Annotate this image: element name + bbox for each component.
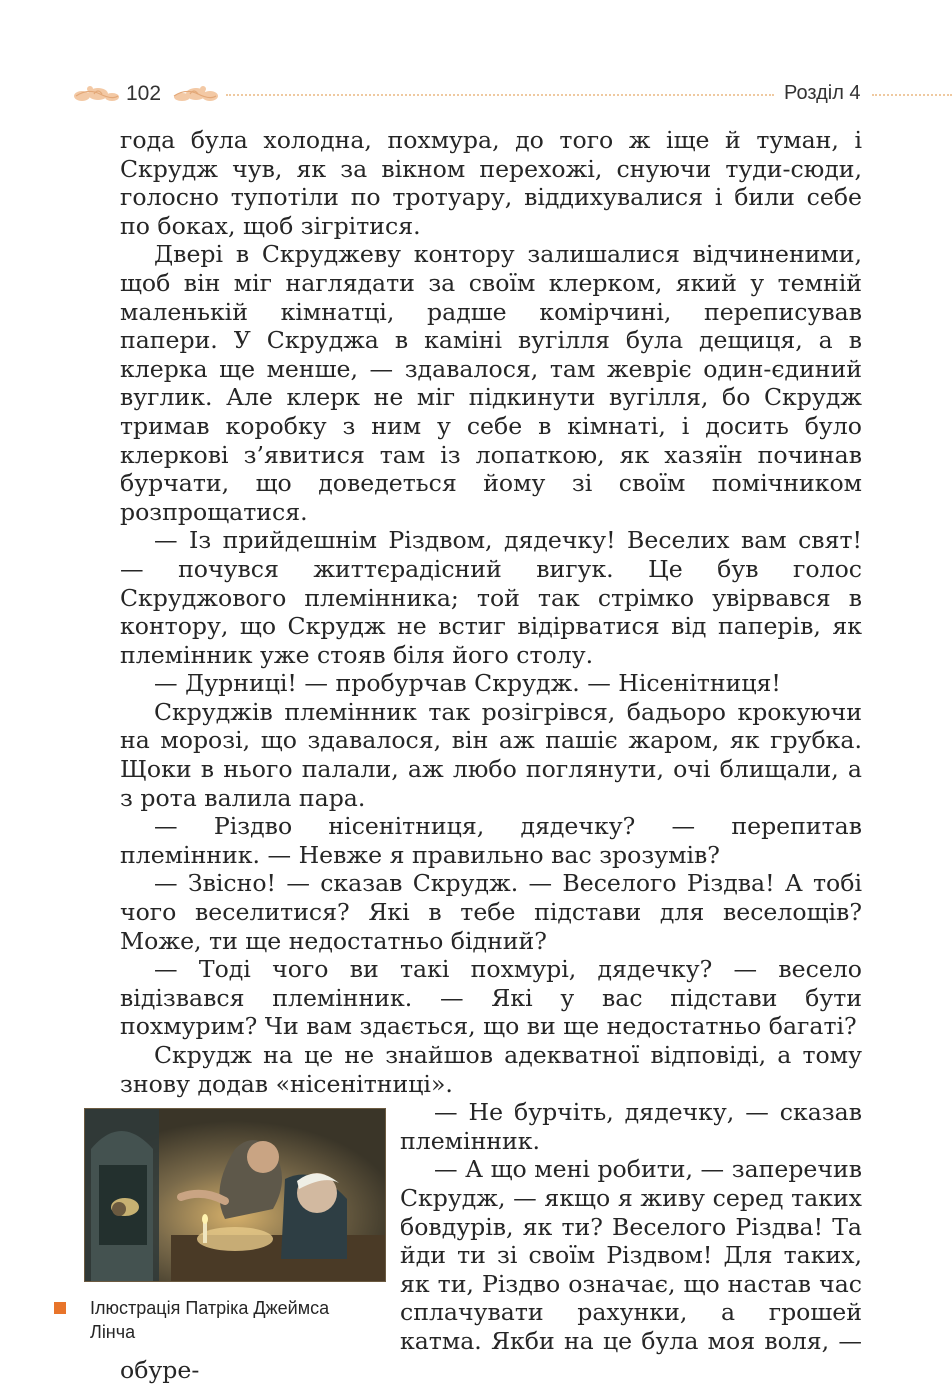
paragraph: Скруджів племінник так розігрівся, бадьоро крокуючи на морозі, що здавалося, він аж пашіє жаром, як грубка. Щоки в нього палали, аж любо поглянути, очі блищали, а з рота валила пара. bbox=[120, 697, 862, 812]
paragraph: — Тоді чого ви такі похмурі, дядечку? — весело відізвався племінник. — Які у вас підстави бути похмурим? Чи вам здається, що ви ще недостатньо багаті? bbox=[120, 955, 862, 1041]
figure-caption bbox=[86, 1296, 376, 1344]
floral-ornament-icon bbox=[72, 80, 122, 110]
page-header bbox=[0, 72, 952, 116]
caption-bullet-icon bbox=[54, 1302, 66, 1314]
paragraph: года була холодна, похмура, до того ж іще й туман, і Скрудж чув, як за вікном перехожі, снуючи туди-сюди, голосно тупотіли по тротуару, віддихувалися і били себе по боках, щоб зігрітися. bbox=[120, 126, 862, 240]
illustration-image bbox=[84, 1108, 386, 1282]
caption-text: Ілюстрація Патріка Джеймса Лінча bbox=[90, 1298, 330, 1343]
body-text bbox=[90, 126, 862, 1384]
header-dotted-rule bbox=[872, 94, 952, 96]
paragraph: Двері в Скруджеву контору залишалися відчиненими, щоб він міг наглядати за своїм клерком, який у темній маленькій кімнатці, радше комірчині, переписував папери. У Скруджа в каміні вугілля була дещиця, а в клерка ще менше, — здавалося, там жевріє один-єдиний вуглик. Але клерк не міг підкинути вугілля, бо Скрудж тримав коробку з ним у себе в кімнаті, і досить було клеркові з’явитися там із лопаткою, як хазяїн починав бурчати, що доведеться йому зі своїм помічником розпрощатися. bbox=[120, 240, 862, 526]
header-dotted-rule bbox=[226, 94, 774, 96]
paragraph: Скрудж на це не знайшов адекватної відповіді, а тому знову додав «нісенітниці». bbox=[120, 1041, 862, 1098]
paragraph: — Дурниці! — пробурчав Скрудж. — Нісенітниця! bbox=[154, 669, 781, 698]
paragraph: — Звісно! — сказав Скрудж. — Веселого Різдва! А тобі чого веселитися? Які в тебе підстави для веселощів? Може, ти ще недостатньо бідний? bbox=[120, 869, 862, 955]
illustration-figure bbox=[86, 1108, 376, 1344]
floral-ornament-icon bbox=[170, 80, 220, 110]
paragraph: — Із прийдешнім Різдвом, дядечку! Веселих вам свят! — почувся життєрадісний вигук. Це був голос Скруджового племінника; той так стрімко увірвався в контору, що Скрудж не встиг відірватися від паперів, як племінник уже стояв біля його столу. bbox=[120, 526, 862, 669]
paragraph: — Різдво нісенітниця, дядечку? — перепитав племінник. — Невже я правильно вас зрозумів? bbox=[120, 812, 862, 869]
paragraph: — А що мені робити, — заперечив Скрудж, — якщо я живу серед таких бовдурів, як ти? Веселого Різдва! Та йди ти зі своїм Різдвом! Для таких, як ти, Різдво означає, що настав час сплачувати рахунки, а грошей катма. Якби на це була моя воля, — обуре- bbox=[120, 1155, 862, 1384]
section-title: Розділ 4 bbox=[784, 82, 861, 104]
page-number: 102 bbox=[126, 82, 162, 105]
paragraph: — Не бурчіть, дядечку, — сказав племінник. bbox=[400, 1098, 862, 1155]
